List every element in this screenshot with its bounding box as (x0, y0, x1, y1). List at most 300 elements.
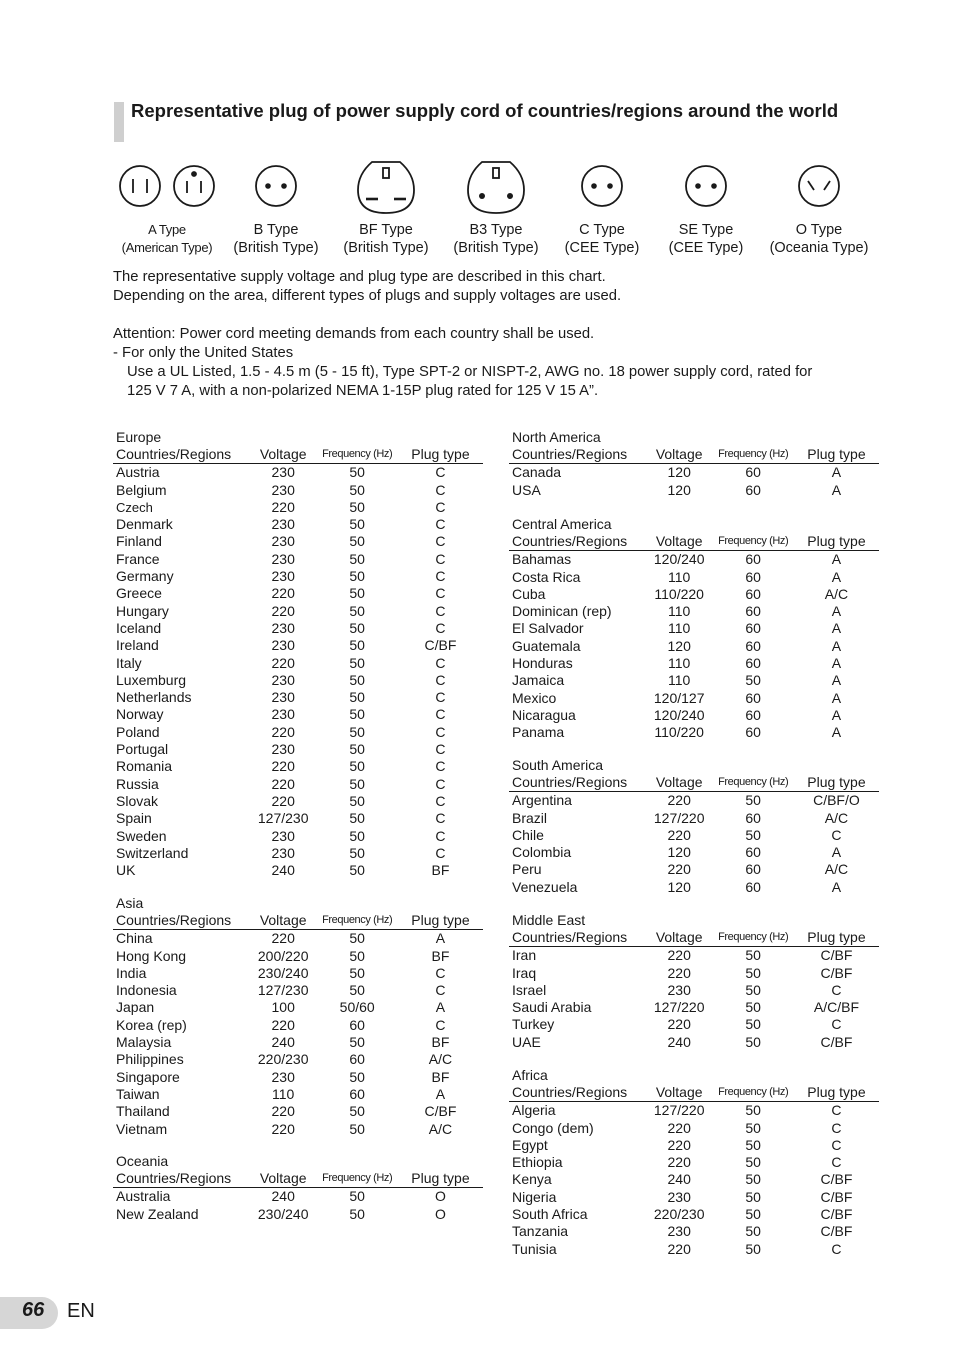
plug-type-cell: C (435, 723, 446, 740)
voltage-cell: 230 (271, 464, 295, 481)
country-cell: UAE (512, 1033, 541, 1050)
frequency-cell: 50 (745, 826, 761, 843)
voltage-cell: 240 (667, 1171, 691, 1188)
attention-text: Attention: Power cord meeting demands from each country shall be used. - For only the United States Use a UL Listed, 1.5 - 4.5 m (5 - 15 ft), Type SPT-2 or NISPT-2, AWG no. 18 power supply cord, rated for 125 V 7 A, with a non-polarized NEMA 1-15P plug rated for 125 V 15 A”. (113, 326, 813, 399)
frequency-cell: 60 (745, 724, 761, 741)
table-row (113, 516, 483, 533)
o-type-plug-icon (799, 166, 839, 206)
country-cell: Finland (116, 533, 162, 550)
table-row (509, 586, 879, 603)
plug-table (113, 1170, 483, 1223)
frequency-cell: 50 (349, 758, 365, 775)
c-type-plug-icon (582, 166, 622, 206)
country-cell: Austria (116, 464, 160, 481)
plug-type-cell: C (831, 981, 842, 998)
country-cell: Sweden (116, 827, 167, 844)
plug-type-cell: C (831, 1136, 842, 1153)
plug-table (113, 446, 483, 879)
voltage-cell: 230 (667, 1188, 691, 1205)
plug-type-cell: C/BF (820, 964, 853, 981)
country-cell: Philippines (116, 1051, 184, 1068)
plug-type-cell: A (435, 930, 446, 947)
header-frequency: Frequency (Hz) (712, 446, 793, 464)
header-plug: Plug type (794, 1084, 879, 1102)
table-row (113, 930, 483, 948)
frequency-cell: 60 (745, 878, 761, 895)
voltage-cell: 220 (271, 930, 295, 947)
frequency-cell: 50 (349, 775, 365, 792)
frequency-cell: 50 (745, 1240, 761, 1257)
plug-type-cell: C/BF (820, 1033, 853, 1050)
voltage-cell: 230 (271, 706, 295, 723)
country-cell: El Salvador (512, 620, 584, 637)
voltage-cell: 220 (667, 1240, 691, 1257)
voltage-cell: 127/230 (257, 810, 309, 827)
table-row (509, 810, 879, 827)
frequency-cell: 50 (349, 637, 365, 654)
plug-type-cell: A (831, 844, 842, 861)
country-cell: Netherlands (116, 689, 192, 706)
table-row (113, 1017, 483, 1034)
frequency-cell: 60 (745, 620, 761, 637)
frequency-cell: 60 (745, 464, 761, 481)
frequency-cell: 50 (745, 964, 761, 981)
plug-table (509, 446, 879, 499)
plug-type-cell: A (831, 620, 842, 637)
plug-type-cell: C (831, 1154, 842, 1171)
voltage-cell: 230/240 (257, 964, 309, 981)
plug-type-cell: A (831, 551, 842, 568)
header-frequency: Frequency (Hz) (316, 446, 397, 464)
header-voltage: Voltage (646, 446, 713, 464)
voltage-cell: 127/220 (653, 999, 705, 1016)
frequency-cell: 50 (349, 654, 365, 671)
frequency-cell: 50 (745, 981, 761, 998)
frequency-cell: 50 (745, 1136, 761, 1153)
header-voltage: Voltage (646, 929, 713, 947)
country-cell: Jamaica (512, 672, 565, 689)
table-row (113, 776, 483, 793)
voltage-cell: 220 (667, 1119, 691, 1136)
voltage-cell: 230/240 (257, 1205, 309, 1222)
plug-type-cell: A/C (824, 585, 849, 602)
table-row (509, 707, 879, 724)
section-title: Europe (116, 429, 162, 445)
country-cell: Chile (512, 826, 544, 843)
table-row (113, 982, 483, 999)
europe-section (113, 429, 483, 879)
plug-type-cell: A (831, 568, 842, 585)
table-row (113, 1069, 483, 1086)
country-cell: France (116, 550, 160, 567)
table-row (113, 689, 483, 706)
table-row (509, 844, 879, 861)
country-cell: Panama (512, 724, 565, 741)
country-cell: Greece (116, 585, 162, 602)
section-title: Asia (116, 895, 144, 911)
voltage-cell: 220 (271, 1120, 295, 1137)
country-cell: Honduras (512, 655, 573, 672)
table-row (509, 638, 879, 655)
table-row (509, 879, 879, 896)
country-cell: Cuba (512, 585, 546, 602)
africa-section (509, 1067, 879, 1258)
frequency-cell: 50 (745, 672, 761, 689)
plug-type-cell: C/BF (820, 1171, 853, 1188)
table-row (113, 706, 483, 723)
frequency-cell: 50 (349, 619, 365, 636)
country-cell: Nicaragua (512, 706, 576, 723)
plug-label-c: C Type (CEE Type) (564, 222, 640, 256)
frequency-cell: 50 (745, 792, 761, 809)
plug-type-cell: BF (431, 947, 450, 964)
table-header-row (509, 533, 879, 551)
frequency-cell: 50 (349, 706, 365, 723)
frequency-cell: 50 (349, 723, 365, 740)
country-cell: Portugal (116, 741, 169, 758)
voltage-cell: 240 (271, 1188, 295, 1205)
table-header-row (509, 774, 879, 792)
country-cell: Switzerland (116, 844, 189, 861)
frequency-cell: 50 (745, 1223, 761, 1240)
plug-type-cell: A (831, 464, 842, 481)
frequency-cell: 50 (349, 844, 365, 861)
header-frequency: Frequency (Hz) (712, 533, 793, 551)
frequency-cell: 50 (349, 585, 365, 602)
south-america-section (509, 757, 879, 896)
voltage-cell: 110/220 (654, 724, 704, 741)
voltage-cell: 230 (271, 533, 295, 550)
voltage-cell: 110 (668, 568, 691, 585)
frequency-cell: 60 (745, 637, 761, 654)
table-row (509, 827, 879, 844)
frequency-cell: 50 (349, 671, 365, 688)
a-type-plug-icon (120, 166, 214, 206)
voltage-cell: 220 (271, 602, 295, 619)
voltage-cell: 230 (271, 844, 295, 861)
voltage-cell: 240 (667, 1033, 691, 1050)
section-title: South America (512, 757, 604, 773)
se-type-plug-icon (686, 166, 726, 206)
table-row (113, 1086, 483, 1103)
voltage-cell: 220 (271, 792, 295, 809)
section-title: Africa (512, 1067, 548, 1083)
country-cell: Poland (116, 723, 160, 740)
section-title: North America (512, 429, 601, 445)
table-row (509, 861, 879, 878)
frequency-cell: 50 (745, 1206, 761, 1223)
country-cell: Costa Rica (512, 568, 581, 585)
country-cell: Ireland (116, 637, 159, 654)
voltage-cell: 230 (271, 689, 295, 706)
plug-table (509, 929, 879, 1051)
voltage-cell: 230 (271, 619, 295, 636)
frequency-cell: 50 (349, 602, 365, 619)
table-row (113, 499, 483, 516)
table-row (509, 965, 879, 982)
plug-type-cell: C (435, 982, 446, 999)
voltage-cell: 230 (271, 671, 295, 688)
voltage-cell: 230 (271, 516, 295, 533)
country-cell: China (116, 930, 153, 947)
plug-label-o: O Type (Oceania Type) (769, 222, 869, 256)
frequency-cell: 50 (349, 689, 365, 706)
voltage-cell: 120 (667, 637, 691, 654)
country-cell: Taiwan (116, 1085, 160, 1102)
frequency-cell: 50 (745, 947, 761, 964)
country-cell: Japan (116, 999, 155, 1016)
country-cell: Luxemburg (116, 671, 187, 688)
table-row (509, 999, 879, 1016)
frequency-cell: 50 (349, 792, 365, 809)
table-row (509, 1241, 879, 1258)
header-frequency: Frequency (Hz) (712, 1084, 793, 1102)
country-cell: Hungary (116, 602, 169, 619)
plug-type-cell: A (831, 878, 842, 895)
plug-type-cell: BF (431, 862, 450, 879)
frequency-cell: 60 (745, 655, 761, 672)
frequency-cell: 50 (349, 810, 365, 827)
table-row (509, 1016, 879, 1033)
voltage-cell: 230 (271, 637, 295, 654)
table-row (113, 585, 483, 602)
frequency-cell: 50 (349, 827, 365, 844)
country-cell: Indonesia (116, 982, 177, 999)
voltage-cell: 127/220 (653, 809, 705, 826)
country-cell: Brazil (512, 809, 548, 826)
country-cell: Czech (116, 499, 153, 515)
table-row (113, 758, 483, 775)
plug-label-a: A Type (American Type) (121, 222, 213, 255)
country-cell: Colombia (512, 844, 572, 861)
table-row (113, 1121, 483, 1138)
voltage-cell: 120/127 (653, 689, 705, 706)
frequency-cell: 50 (349, 1068, 365, 1085)
voltage-cell: 100 (271, 999, 295, 1016)
plug-type-cell: C (435, 585, 446, 602)
table-row (113, 999, 483, 1016)
voltage-cell: 240 (271, 1034, 295, 1051)
voltage-cell: 220 (667, 1136, 691, 1153)
plug-type-cell: BF (431, 1034, 450, 1051)
table-row (113, 1188, 483, 1206)
table-row (509, 464, 879, 482)
frequency-cell: 50 (745, 1154, 761, 1171)
table-row (113, 948, 483, 965)
table-row (113, 828, 483, 845)
plug-type-cell: C (435, 568, 446, 585)
header-country: Countries/Regions (509, 1084, 646, 1102)
header-voltage: Voltage (250, 1170, 317, 1188)
header-voltage: Voltage (646, 533, 713, 551)
frequency-cell: 50 (349, 1205, 365, 1222)
table-header-row (509, 929, 879, 947)
table-row (113, 637, 483, 654)
table-row (113, 464, 483, 482)
plug-type-cell: A (831, 655, 842, 672)
table-row (509, 569, 879, 586)
table-row (509, 603, 879, 620)
asia-section (113, 895, 483, 1138)
voltage-cell: 120 (667, 878, 691, 895)
table-header-row (509, 446, 879, 464)
plug-type-cell: BF (431, 1068, 450, 1085)
plug-type-cell: C (435, 964, 446, 981)
plug-type-cell: C/BF (820, 1206, 853, 1223)
voltage-cell: 240 (271, 862, 295, 879)
voltage-cell: 127/220 (653, 1102, 705, 1119)
table-row (113, 1103, 483, 1120)
voltage-cell: 220 (271, 723, 295, 740)
plug-type-cell: A (831, 706, 842, 723)
voltage-cell: 220 (667, 964, 691, 981)
voltage-cell: 220 (667, 1154, 691, 1171)
voltage-cell: 220 (667, 792, 691, 809)
country-cell: Denmark (116, 516, 173, 533)
country-cell: Iraq (512, 964, 537, 981)
country-cell: Argentina (512, 792, 572, 809)
voltage-cell: 230 (271, 481, 295, 498)
table-row (113, 810, 483, 827)
header-plug: Plug type (794, 533, 879, 551)
country-cell: Norway (116, 706, 164, 723)
voltage-cell: 220/230 (653, 1206, 705, 1223)
frequency-cell: 60 (349, 1016, 365, 1033)
country-cell: Spain (116, 810, 152, 827)
plug-type-cell: C/BF (424, 1103, 457, 1120)
central-america-section (509, 516, 879, 742)
voltage-cell: 220 (667, 861, 691, 878)
plug-table (509, 533, 879, 742)
country-cell: India (116, 964, 147, 981)
country-cell: Dominican (rep) (512, 603, 612, 620)
country-cell: Australia (116, 1188, 171, 1205)
plug-type-cell: C/BF (820, 1223, 853, 1240)
plug-label-se: SE Type (CEE Type) (668, 222, 744, 256)
country-cell: Mexico (512, 689, 557, 706)
voltage-cell: 230 (667, 1223, 691, 1240)
country-cell: Iceland (116, 619, 162, 636)
country-cell: Tunisia (512, 1240, 557, 1257)
country-cell: Turkey (512, 1016, 555, 1033)
table-row (113, 793, 483, 810)
header-country: Countries/Regions (113, 446, 250, 464)
voltage-cell: 220 (271, 758, 295, 775)
plug-type-cell: C/BF (820, 1188, 853, 1205)
plug-label-bf: BF Type (British Type) (343, 222, 429, 256)
plug-type-cell: C (435, 464, 446, 481)
voltage-cell: 230 (271, 550, 295, 567)
frequency-cell: 50 (349, 947, 365, 964)
voltage-cell: 120/240 (653, 706, 705, 723)
header-voltage: Voltage (250, 912, 317, 930)
country-cell: New Zealand (116, 1205, 199, 1222)
country-cell: Slovak (116, 792, 159, 809)
voltage-cell: 220 (271, 775, 295, 792)
header-country: Countries/Regions (509, 533, 646, 551)
frequency-cell: 50 (349, 533, 365, 550)
header-plug: Plug type (398, 446, 483, 464)
voltage-cell: 230 (271, 568, 295, 585)
country-cell: Korea (rep) (116, 1016, 187, 1033)
frequency-cell: 50 (349, 516, 365, 533)
header-plug: Plug type (398, 912, 483, 930)
middle-east-section (509, 912, 879, 1051)
table-row (509, 1189, 879, 1206)
table-row (113, 603, 483, 620)
table-row (509, 1034, 879, 1051)
country-cell: Canada (512, 464, 562, 481)
plug-type-cell: C (435, 810, 446, 827)
header-voltage: Voltage (250, 446, 317, 464)
country-cell: Malaysia (116, 1034, 172, 1051)
table-row (509, 1223, 879, 1240)
frequency-cell: 50 (745, 1102, 761, 1119)
plug-type-cell: C (435, 516, 446, 533)
country-cell: Romania (116, 758, 173, 775)
header-country: Countries/Regions (113, 912, 250, 930)
plug-label-b: B Type (British Type) (233, 222, 319, 256)
country-cell: Tanzania (512, 1223, 569, 1240)
plug-label-b3: B3 Type (British Type) (453, 222, 539, 256)
voltage-cell: 220/230 (257, 1051, 309, 1068)
table-row (509, 551, 879, 569)
page-number: 66 (22, 1299, 45, 1321)
frequency-cell: 50 (745, 1033, 761, 1050)
plug-type-cell: A/C (824, 809, 849, 826)
table-row (113, 724, 483, 741)
plug-type-cell: C (831, 826, 842, 843)
table-row (509, 1206, 879, 1223)
table-row (509, 482, 879, 499)
plug-type-cell: O (434, 1188, 446, 1205)
voltage-cell: 200/220 (257, 947, 309, 964)
frequency-cell: 50 (349, 964, 365, 981)
header-plug: Plug type (794, 446, 879, 464)
table-row (509, 724, 879, 741)
header-frequency: Frequency (Hz) (316, 1170, 397, 1188)
language-code: EN (67, 1300, 95, 1322)
frequency-cell: 50 (349, 498, 365, 515)
plug-type-cell: A (831, 481, 842, 498)
header-voltage: Voltage (646, 774, 713, 792)
b3-type-plug-icon (468, 162, 524, 213)
country-cell: USA (512, 481, 541, 498)
frequency-cell: 60 (349, 1085, 365, 1102)
country-cell: Egypt (512, 1136, 548, 1153)
voltage-cell: 120/240 (653, 551, 705, 568)
table-row (509, 620, 879, 637)
frequency-cell: 50 (745, 1016, 761, 1033)
voltage-cell: 220 (271, 1103, 295, 1120)
table-row (113, 568, 483, 585)
plug-type-cell: C (435, 758, 446, 775)
table-row (113, 741, 483, 758)
country-cell: Russia (116, 775, 159, 792)
frequency-cell: 50 (349, 930, 365, 947)
plug-type-cell: C (435, 689, 446, 706)
plug-type-cell: A/C/BF (813, 999, 859, 1016)
page-title: Representative plug of power supply cord of countries/regions around the world (131, 100, 839, 121)
plug-type-cell: A/C (428, 1120, 453, 1137)
frequency-cell: 50 (349, 1034, 365, 1051)
voltage-cell: 220 (271, 1016, 295, 1033)
header-voltage: Voltage (646, 1084, 713, 1102)
plug-type-cell: C (435, 619, 446, 636)
table-row (113, 672, 483, 689)
table-row (509, 1171, 879, 1188)
frequency-cell: 50 (349, 1188, 365, 1205)
